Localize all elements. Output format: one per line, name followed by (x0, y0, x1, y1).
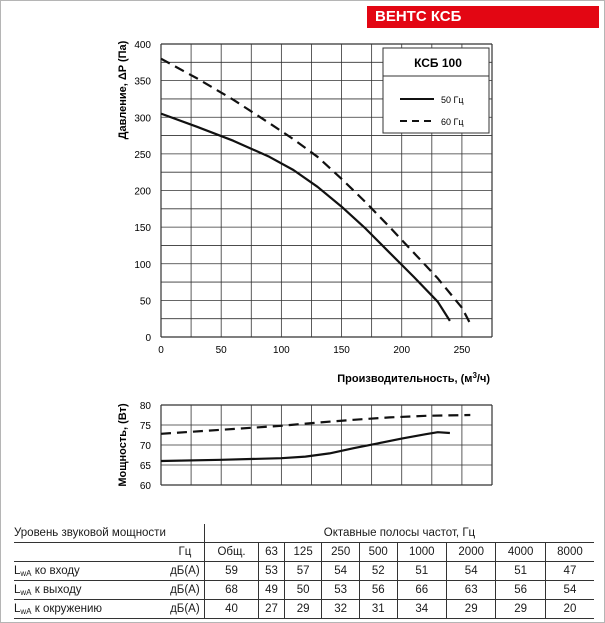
y-tick-label: 75 (139, 421, 151, 432)
pressure-x-axis-label: Производительность, $(м^3/ч)$ (337, 371, 490, 385)
y-tick-label: 400 (134, 40, 151, 51)
table-cell: 56 (496, 581, 545, 600)
table-cell: 54 (446, 562, 495, 581)
power-y-ticks (140, 401, 152, 492)
sound-table-header-row (14, 543, 594, 562)
row-label: $L_{wA}$ ко входу (14, 562, 166, 581)
table-cell: 66 (397, 581, 446, 600)
row-unit: дБ(А) (166, 600, 205, 619)
y-tick-label: 350 (134, 76, 151, 88)
sound-table-row (14, 600, 594, 619)
table-cell: 57 (284, 562, 322, 581)
x-tick-label: 150 (333, 345, 350, 356)
octave-band-header: Общ. (204, 543, 258, 562)
table-cell: 59 (204, 562, 258, 581)
x-tick-label: 100 (273, 345, 290, 356)
pressure-y-axis-label: Давление, ΔP (Па) (117, 40, 129, 140)
pressure-y-ticks (134, 40, 151, 344)
x-tick-label: 0 (158, 345, 164, 356)
table-cell: 52 (359, 562, 397, 581)
power-grid (161, 405, 492, 485)
table-cell: 20 (545, 600, 594, 619)
table-cell: 51 (397, 562, 446, 581)
table-cell: 51 (496, 562, 545, 581)
power-y-axis-label: Мощность, (Вт) (117, 403, 129, 487)
y-tick-label: 150 (134, 223, 151, 235)
sound-table-row (14, 581, 594, 600)
pressure-x-ticks (158, 345, 470, 356)
table-cell: 56 (359, 581, 397, 600)
octave-band-header: 2000 (446, 543, 495, 562)
row-unit: дБ(А) (166, 562, 205, 581)
octave-band-header: 4000 (496, 543, 545, 562)
x-tick-label: 250 (453, 345, 471, 356)
row-label: $L_{wA}$ к окружению (14, 600, 166, 619)
octave-band-header: 125 (284, 543, 322, 562)
table-cell: 68 (204, 581, 258, 600)
series-line-50hz (161, 114, 450, 321)
sound-table-row (14, 562, 594, 581)
sound-table-title: Уровень звуковой мощности (14, 524, 166, 543)
table-cell: 32 (322, 600, 360, 619)
table-cell: 63 (446, 581, 495, 600)
power-line-60hz (161, 415, 470, 434)
table-cell: 53 (322, 581, 360, 600)
row-label: $L_{wA}$ к выходу (14, 581, 166, 600)
pressure-chart (117, 40, 492, 385)
row-unit: дБ(А) (166, 581, 205, 600)
table-cell: 29 (496, 600, 545, 619)
power-chart (117, 401, 492, 492)
octave-band-header: 8000 (545, 543, 594, 562)
octave-band-header: 250 (322, 543, 360, 562)
y-tick-label: 60 (139, 481, 151, 492)
y-tick-label: 200 (134, 186, 151, 198)
y-tick-label: 300 (134, 113, 151, 125)
legend-label-50hz: 50 Гц (441, 95, 464, 105)
power-series (161, 415, 470, 461)
y-tick-label: 250 (134, 149, 151, 161)
table-cell: 27 (259, 600, 285, 619)
y-tick-label: 50 (139, 296, 151, 308)
table-cell: 47 (545, 562, 594, 581)
octave-band-header: 500 (359, 543, 397, 562)
x-tick-label: 200 (393, 345, 411, 356)
y-tick-label: 65 (139, 461, 151, 472)
sound-table-title-row (14, 524, 594, 543)
table-cell: 50 (284, 581, 322, 600)
x-tick-label: 50 (215, 345, 227, 356)
legend-label-60hz: 60 Гц (441, 117, 464, 127)
sound-power-table (14, 524, 594, 619)
table-cell: 29 (446, 600, 495, 619)
table-cell: 29 (284, 600, 322, 619)
y-tick-label: 0 (145, 333, 151, 344)
product-banner: ВЕНТС КСБ (367, 6, 599, 28)
octave-band-header: 1000 (397, 543, 446, 562)
table-cell: 34 (397, 600, 446, 619)
table-cell: 54 (322, 562, 360, 581)
sound-table-title-spacer (166, 524, 205, 543)
y-tick-label: 80 (139, 401, 151, 412)
octave-band-header: 63 (259, 543, 285, 562)
table-cell: 49 (259, 581, 285, 600)
y-tick-label: 70 (139, 441, 151, 452)
power-line-50hz (161, 432, 450, 461)
table-cell: 40 (204, 600, 258, 619)
table-cell: 31 (359, 600, 397, 619)
octave-bands-title: Октавные полосы частот, Гц (204, 524, 594, 543)
unit-header: Гц (166, 543, 205, 562)
chart-title: КСБ 100 (414, 56, 462, 70)
table-cell: 54 (545, 581, 594, 600)
y-tick-label: 100 (134, 259, 151, 271)
header-empty-cell (14, 543, 166, 562)
table-cell: 53 (259, 562, 285, 581)
